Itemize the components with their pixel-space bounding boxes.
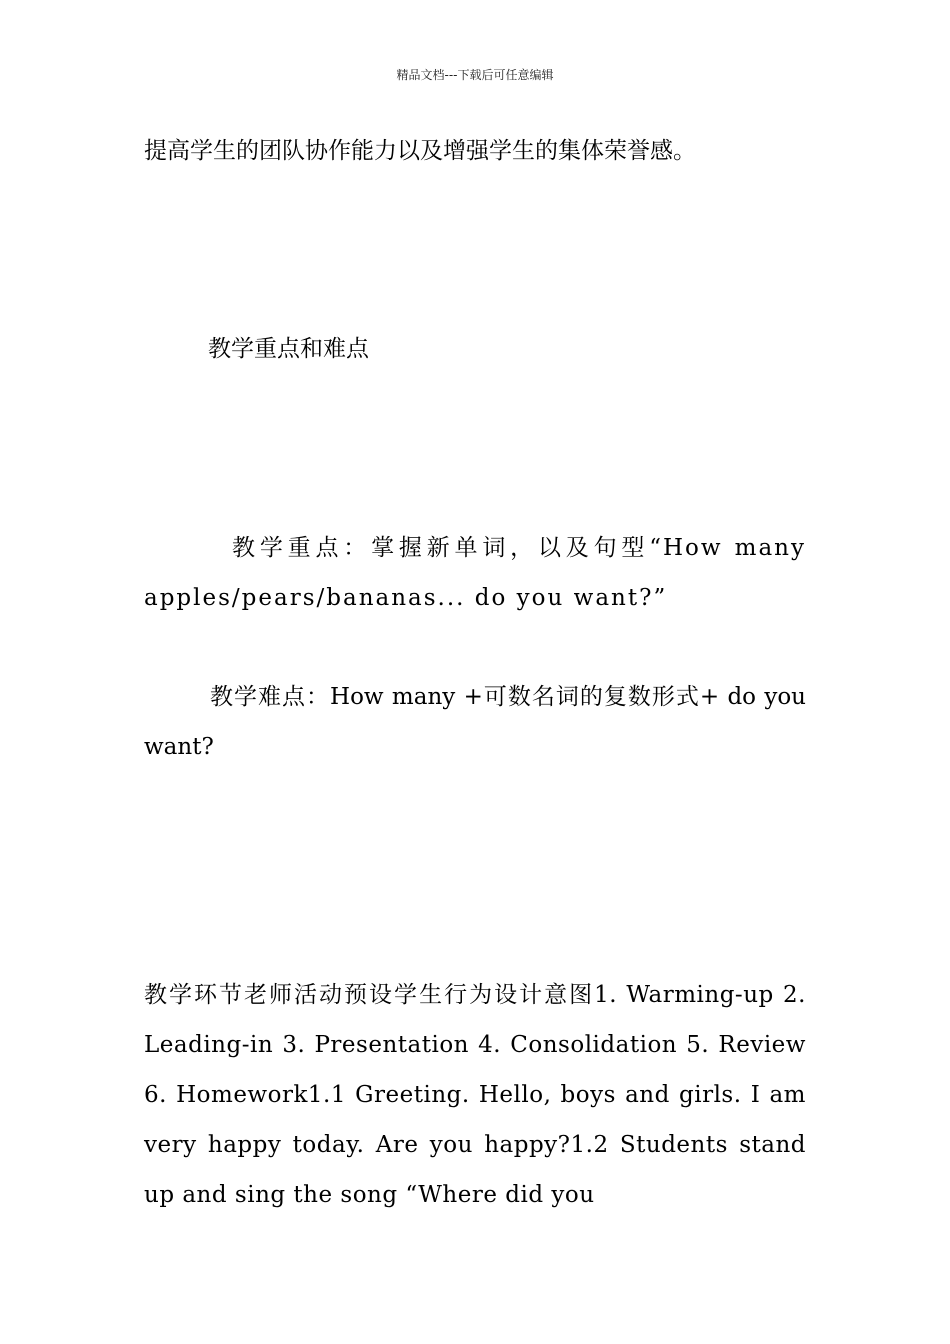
paragraph-teaching-steps: 教学环节老师活动预设学生行为设计意图1. Warming-up 2. Leading-in 3. Presentation 4. Consolidation 5. Review 6. Homework1.1 Greeting. Hello, boys and girls. I am very happy today. Are you happy?1.2 Students stand up and sing the song “Where did you <box>144 982 806 1208</box>
section-heading-key-points: 教学重点和难点 <box>208 336 369 362</box>
paragraph-key-point: 教学重点：掌握新单词，以及句型“How many apples/pears/bananas... do you want?” <box>144 535 806 611</box>
page-header: 精品文档---下载后可任意编辑 <box>396 68 554 82</box>
paragraph-goal: 提高学生的团队协作能力以及增强学生的集体荣誉感。 <box>144 138 696 164</box>
paragraph-difficult-point: 教学难点：How many +可数名词的复数形式+ do you want? <box>144 684 806 760</box>
